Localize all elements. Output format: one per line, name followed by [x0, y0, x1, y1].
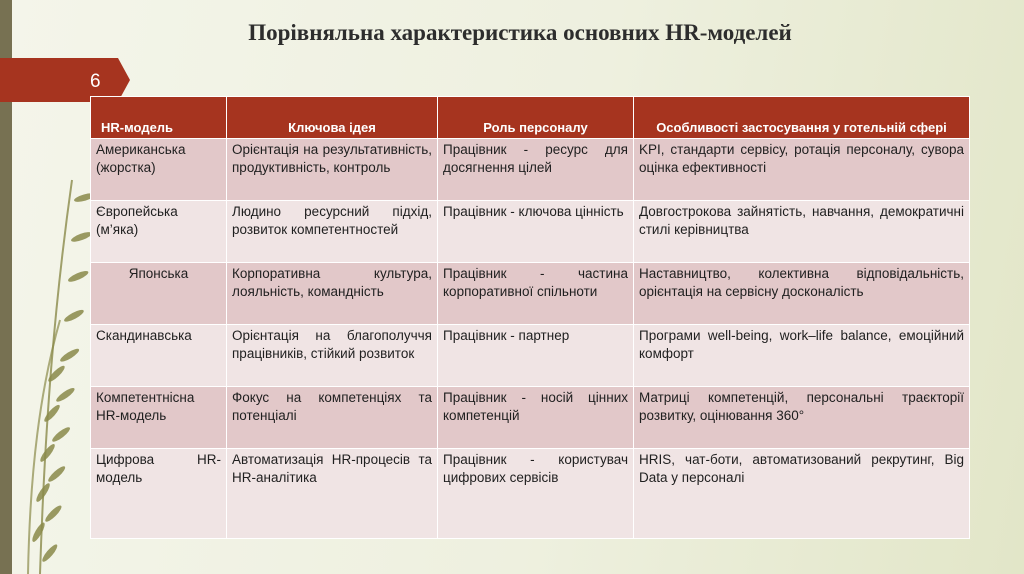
- cell-role: Працівник - частина корпоративної спільноти: [438, 263, 634, 325]
- cell-idea: Людино ресурсний підхід, розвиток компетентностей: [227, 201, 438, 263]
- leaf-icon: [42, 403, 61, 424]
- page-number: 6: [90, 71, 101, 92]
- cell-role: Працівник - користувач цифрових сервісів: [438, 449, 634, 539]
- cell-role: Працівник - ключова цінність: [438, 201, 634, 263]
- table-row: [91, 387, 970, 449]
- leaf-icon: [50, 425, 71, 444]
- cell-idea: Фокус на компетенціях та потенціалі: [227, 387, 438, 449]
- cell-features: HRIS, чат-боти, автоматизований рекрутинг, Big Data у персоналі: [634, 449, 970, 539]
- cell-idea: Корпоративна культура, лояльність, командність: [227, 263, 438, 325]
- cell-model: Скандинавська: [91, 325, 227, 387]
- page-title: Порівняльна характеристика основних HR-моделей: [248, 20, 792, 45]
- cell-features: Матриці компетенцій, персональні траєкторії розвитку, оцінювання 360°: [634, 387, 970, 449]
- leaf-icon: [43, 504, 63, 524]
- leaf-icon: [63, 308, 85, 324]
- hr-models-table: [90, 96, 970, 539]
- cell-role: Працівник - носій цінних компетенцій: [438, 387, 634, 449]
- leaf-icon: [38, 442, 57, 463]
- header-staff-role: Роль персоналу: [438, 97, 634, 139]
- leaf-icon: [46, 464, 67, 483]
- table-row: [91, 201, 970, 263]
- leaf-icon: [40, 543, 59, 564]
- header-hr-model: HR-модель: [91, 97, 227, 139]
- cell-idea: Орієнтація на результативність, продуктивність, контроль: [227, 139, 438, 201]
- cell-model: Цифрова HR-модель: [91, 449, 227, 539]
- table-row: [91, 325, 970, 387]
- cell-model: Європейська (м’яка): [91, 201, 227, 263]
- cell-role: Працівник - партнер: [438, 325, 634, 387]
- cell-idea: Орієнтація на благополуччя працівників, стійкий розвиток: [227, 325, 438, 387]
- cell-model: Американська (жорстка): [91, 139, 227, 201]
- table-row: [91, 263, 970, 325]
- cell-features: Програми well-being, work–life balance, емоційний комфорт: [634, 325, 970, 387]
- cell-model: Компетентнісна HR-модель: [91, 387, 227, 449]
- table-header-row: [91, 97, 970, 139]
- cell-idea: Автоматизація HR-процесів та HR-аналітика: [227, 449, 438, 539]
- cell-features: Довгострокова зайнятість, навчання, демократичні стилі керівництва: [634, 201, 970, 263]
- leaf-icon: [59, 347, 81, 364]
- table-row: [91, 139, 970, 201]
- header-key-idea: Ключова ідея: [227, 97, 438, 139]
- leaf-icon: [30, 521, 47, 543]
- cell-features: KPI, стандарти сервісу, ротація персоналу, сувора оцінка ефективності: [634, 139, 970, 201]
- cell-features: Наставництво, колективна відповідальність, орієнтація на сервісну досконалість: [634, 263, 970, 325]
- leaf-icon: [55, 386, 77, 404]
- leaf-icon: [67, 269, 90, 284]
- table-row: [91, 449, 970, 539]
- cell-model: Японська: [91, 263, 227, 325]
- cell-role: Працівник - ресурс для досягнення цілей: [438, 139, 634, 201]
- header-hotel-features: Особливості застосування у готельній сфері: [634, 97, 970, 139]
